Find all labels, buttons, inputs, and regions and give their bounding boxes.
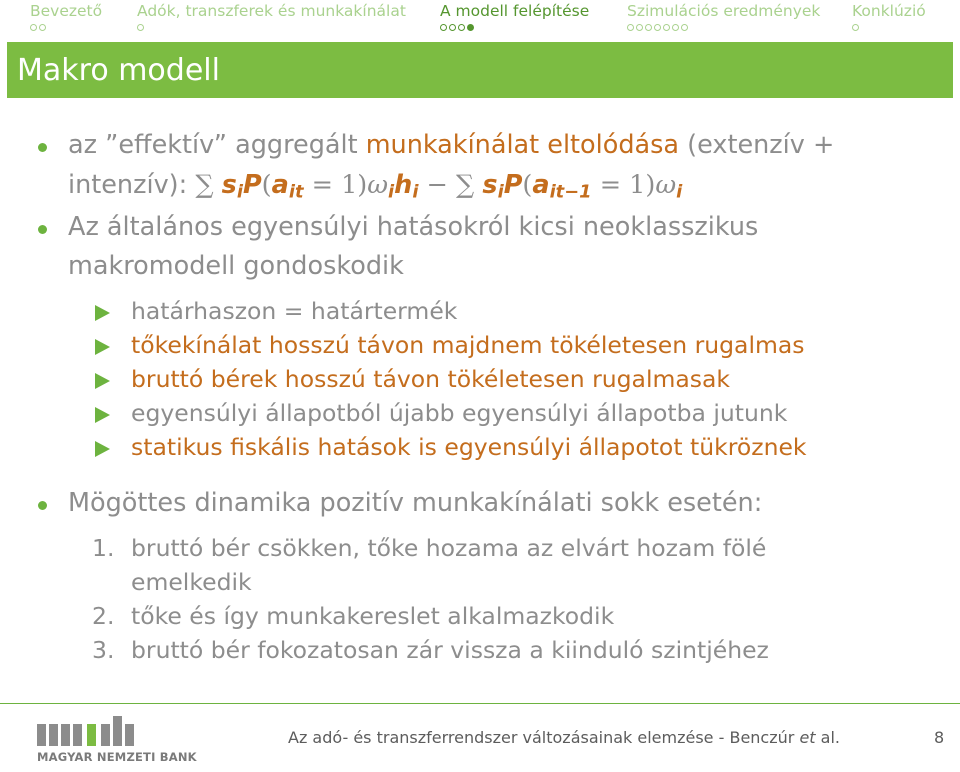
list-number: 2.	[92, 602, 115, 630]
formula-subscript: it	[288, 181, 304, 203]
footer-title: Az adó- és transzferrendszer változásainak elemzése - Benczúr	[288, 728, 800, 747]
formula-symbol: a	[271, 170, 289, 200]
bullet-dot	[38, 225, 47, 234]
formula-symbol: ω	[655, 170, 677, 200]
bullet-1-highlight: munkakínálat eltolódása	[365, 130, 680, 160]
bullet-1-prefix: intenzív):	[68, 170, 196, 200]
bullet-2-line-1: Az általános egyensúlyi hatásokról kicsi neoklasszikus	[68, 212, 759, 242]
formula-subscript: it−1	[549, 181, 592, 203]
bullet-1-text-a: az ”effektív” aggregált	[68, 130, 366, 160]
bullet-1-line-2	[68, 170, 682, 202]
formula-paren: (	[261, 170, 272, 200]
triangle-bullet-icon	[95, 305, 110, 321]
nav-section-adok[interactable]: Adók, transzferek és munkakínálat	[137, 2, 406, 20]
sub-item: tőkekínálat hosszú távon majdnem tökéletesen rugalmas	[131, 331, 805, 359]
formula-subscript: i	[676, 181, 683, 203]
footer-et: et	[799, 728, 816, 747]
list-item-text: bruttó bér fokozatosan zár vissza a kiinduló szintjéhez	[131, 636, 769, 664]
nav-section-modell[interactable]: A modell felépítése	[440, 2, 590, 20]
page-number: 8	[934, 728, 945, 747]
footer-text	[288, 728, 840, 747]
formula-subscript: i	[388, 181, 395, 203]
list-item-text: emelkedik	[131, 568, 252, 596]
formula-symbol: ω	[367, 170, 389, 200]
sum-sign: ∑	[456, 170, 475, 200]
formula-symbol: a	[532, 170, 550, 200]
bullet-dot	[38, 501, 47, 510]
triangle-bullet-icon	[95, 407, 110, 423]
footer-divider	[0, 703, 960, 704]
formula-subscript: i	[412, 181, 419, 203]
bullet-1-line-1	[68, 130, 834, 160]
sub-item: határhaszon = határtermék	[131, 297, 458, 325]
formula-paren: (	[522, 170, 533, 200]
sum-sign: ∑	[195, 170, 214, 200]
sub-item: bruttó bérek hosszú távon tökéletesen rugalmasak	[131, 365, 731, 393]
nav-section-konkluzio[interactable]: Konklúzió	[852, 2, 926, 20]
nav-section-bevezeto[interactable]: Bevezető	[30, 2, 103, 20]
formula-minus: −	[426, 170, 448, 200]
nav-section-szimulacio[interactable]: Szimulációs eredmények	[627, 2, 821, 20]
sub-item: statikus fiskális hatások is egyensúlyi állapotot tükröznek	[131, 433, 807, 461]
triangle-bullet-icon	[95, 373, 110, 389]
formula-subscript: i	[497, 181, 504, 203]
bullet-1-text-b: (extenzív +	[679, 130, 835, 160]
labor-supply-formula	[195, 170, 683, 203]
formula-equality: = 1)	[311, 170, 368, 200]
triangle-bullet-icon	[95, 339, 110, 355]
formula-symbol: s	[482, 170, 498, 200]
list-number: 3.	[92, 636, 115, 664]
formula-symbol: P	[503, 170, 523, 200]
mnb-logo	[37, 710, 197, 765]
logo-text: MAGYAR NEMZETI BANK	[37, 750, 197, 764]
bullet-3-text: Mögöttes dinamika pozitív munkakínálati sokk esetén:	[68, 488, 763, 518]
footer-al: al.	[815, 728, 840, 747]
formula-symbol: s	[221, 170, 237, 200]
formula-symbol: P	[242, 170, 262, 200]
bullet-dot	[38, 143, 47, 152]
list-item-text: tőke és így munkakereslet alkalmazkodik	[131, 602, 615, 630]
list-number: 1.	[92, 534, 115, 562]
formula-equality: = 1)	[599, 170, 656, 200]
bullet-2-line-2: makromodell gondoskodik	[68, 251, 404, 281]
slide-title: Makro modell	[17, 53, 220, 88]
triangle-bullet-icon	[95, 441, 110, 457]
formula-symbol: h	[394, 170, 413, 200]
sub-item: egyensúlyi állapotból újabb egyensúlyi állapotba jutunk	[131, 399, 788, 427]
list-item-text: bruttó bér csökken, tőke hozama az elvárt hozam fölé	[131, 534, 767, 562]
formula-subscript: i	[236, 181, 243, 203]
